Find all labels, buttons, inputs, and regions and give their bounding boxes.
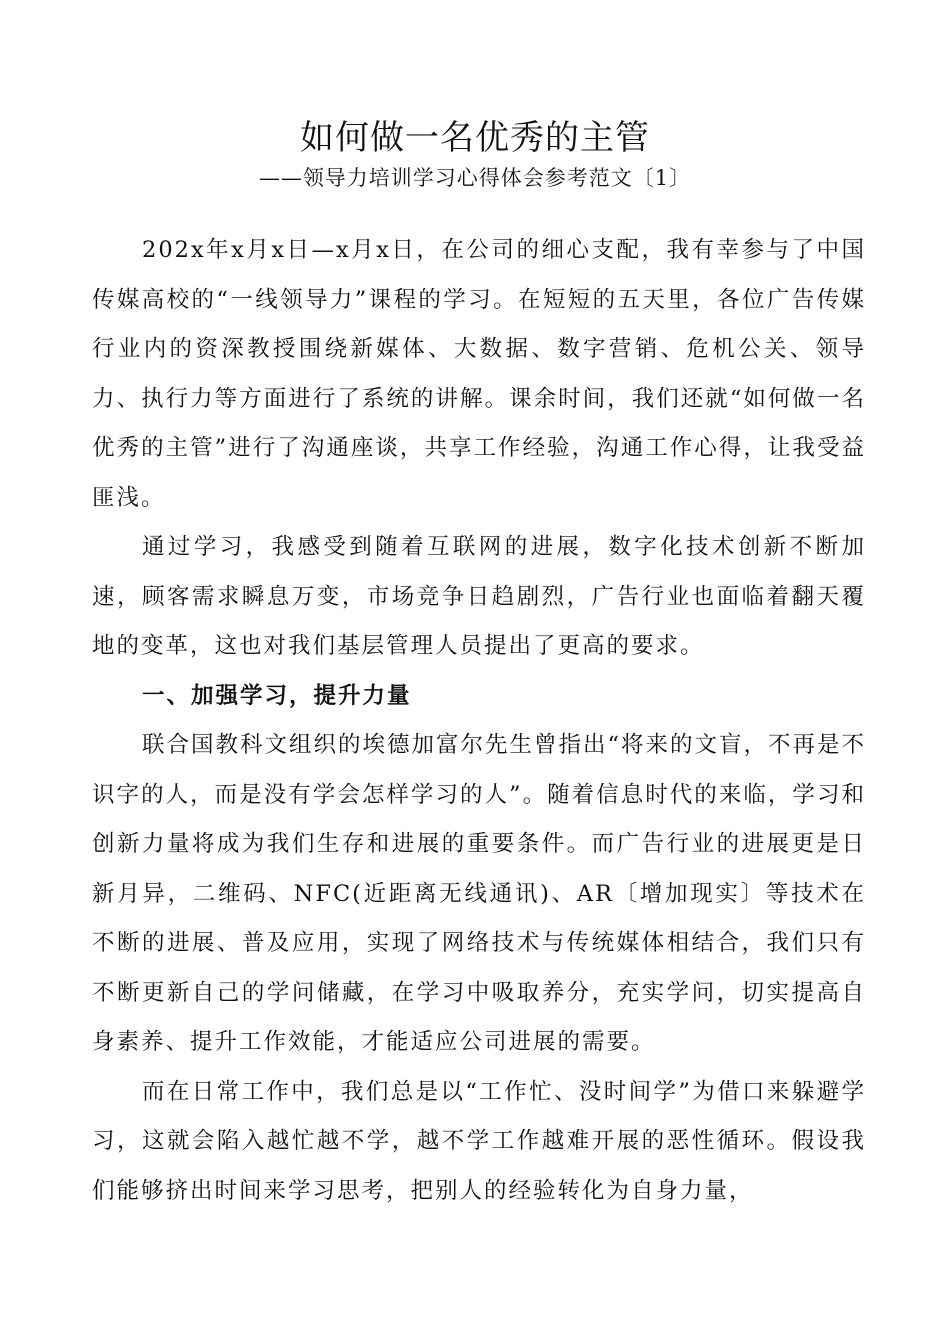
document-subtitle: ——领导力培训学习心得体会参考范文〔1〕	[258, 166, 692, 190]
intro-paragraph-2: 通过学习，我感受到随着互联网的进展，数字化技术创新不断加速，顾客需求瞬息万变，市场竞争日趋剧烈，广告行业也面临着翻天覆地的变革，这也对我们基层管理人员提出了更高的要求。	[92, 534, 866, 659]
section-1-paragraph-1: 联合国教科文组织的埃德加富尔先生曾指出“将来的文盲，不再是不识字的人，而是没有学会怎样学习的人”。随着信息时代的来临，学习和创新力量将成为我们生存和进展的重要条件。而广告行业的进展更是日新月异，二维码、NFC(近距离无线通讯)、AR〔增加现实〕等技术在不断的进展、普及应用，实现了网络技术与传统媒体相结合，我们只有不断更新自己的学问储藏，在学习中吸取养分，充实学问，切实提高自身素养、提升工作效能，才能适应公司进展的需要。	[92, 732, 867, 1055]
intro-paragraph-1: 202x年x月x日—x月x日，在公司的细心支配，我有幸参与了中国传媒高校的“一线领导力”课程的学习。在短短的五天里，各位广告传媒行业内的资深教授围绕新媒体、大数据、数字营销、危机公关、领导力、执行力等方面进行了系统的讲解。课余时间，我们还就“如何做一名优秀的主管”进行了沟通座谈，共享工作经验，沟通工作心得，让我受益匪浅。	[92, 237, 866, 511]
document-title: 如何做一名优秀的主管	[300, 118, 650, 158]
document-body	[92, 226, 866, 1216]
section-1-paragraph-2: 而在日常工作中，我们总是以“工作忙、没时间学”为借口来躲避学习，这就会陷入越忙越不学，越不学工作越难开展的恶性循环。假设我们能够挤出时间来学习思考，把别人的经验转化为自身力量，	[92, 1078, 866, 1204]
section-heading-1: 一、加强学习，提升力量	[142, 682, 412, 709]
